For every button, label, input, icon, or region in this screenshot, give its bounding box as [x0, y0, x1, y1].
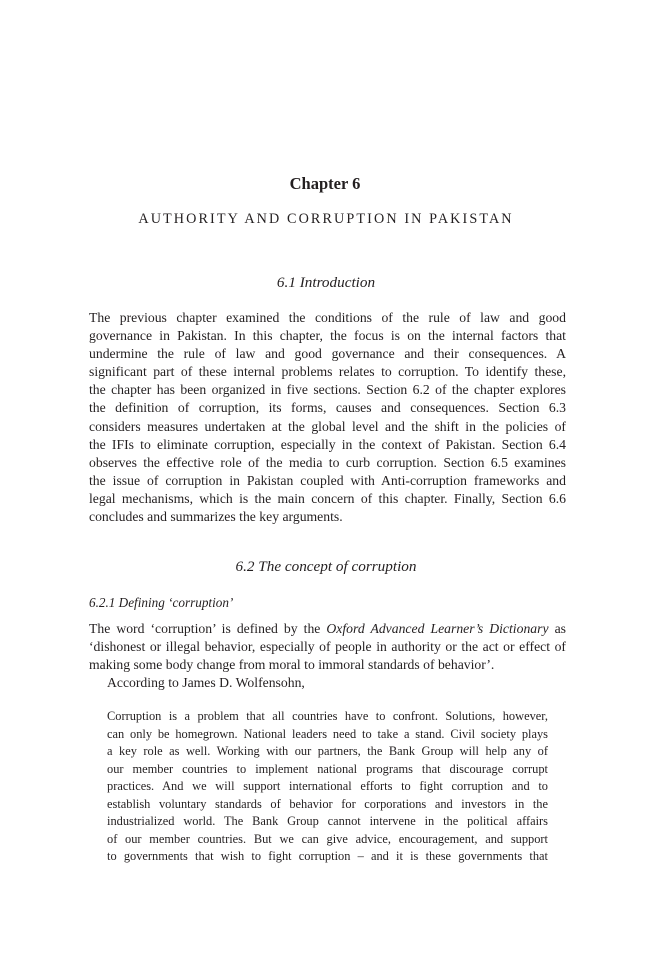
- paragraph-line: the chapter has been organized in five sections. Section 6.2 of the chapter explores: [89, 382, 566, 398]
- paragraph-line: the issue of corruption in Pakistan coupled with Anti-corruption frameworks and: [89, 472, 566, 488]
- paragraph-line: the IFIs to eliminate corruption, especially in the context of Pakistan. Section 6.4: [89, 436, 566, 452]
- paragraph-line: observes the effective role of the media to curb corruption. Section 6.5 examines: [89, 454, 566, 470]
- paragraph-line: concludes and summarizes the key arguments.: [89, 509, 343, 525]
- paragraph-line: The previous chapter examined the conditions of the rule of law and good: [89, 310, 566, 325]
- paragraph-line: the definition of corruption, its forms, causes and consequences. Section 6.3: [89, 400, 566, 416]
- quote-line: Corruption is a problem that all countries have to confront. Solutions, however,: [107, 709, 548, 723]
- quote-line: to governments that wish to fight corruption – and it is these governments that: [107, 849, 548, 863]
- paragraph-line: According to James D. Wolfensohn,: [107, 675, 305, 690]
- paragraph-line: governance in Pakistan. In this chapter, the focus is on the internal factors that: [89, 328, 566, 344]
- paragraph-line: undermine the rule of law and good governance and their consequences. A: [89, 346, 566, 362]
- paragraph-line: significant part of these internal problems relates to corruption. To identify these,: [89, 364, 566, 380]
- quote-line: a key role as well. Working with our partners, the Bank Group will help any of: [107, 744, 548, 758]
- quote-line: of our member countries. But we can give advice, encouragement, and support: [107, 831, 548, 846]
- attribution-line: [107, 674, 566, 692]
- block-quote: [107, 708, 548, 866]
- chapter-title: AUTHORITY AND CORRUPTION IN PAKISTAN: [138, 211, 514, 227]
- introduction-paragraph: [89, 309, 566, 526]
- dictionary-title: Oxford Advanced Learner’s Dictionary: [326, 621, 549, 636]
- text-run: The word ‘corruption’ is defined by the: [89, 621, 327, 636]
- paragraph-line: ‘dishonest or illegal behavior, especially of people in authority or the act or effect of: [89, 639, 566, 655]
- subsection-heading: 6.2.1 Defining ‘corruption’: [89, 595, 234, 610]
- quote-line: our member countries to implement national programs that discourage corrupt: [107, 761, 548, 776]
- paragraph-line: considers measures undertaken at the global level and the shift in the policies of: [89, 418, 566, 434]
- paragraph-line: making some body change from moral to immoral standards of behavior’.: [89, 657, 495, 673]
- section-heading-introduction: 6.1 Introduction: [276, 274, 376, 291]
- section-heading-concept: 6.2 The concept of corruption: [235, 558, 417, 575]
- quote-line: industrialized world. The Bank Group cannot intervene in the political affairs: [107, 814, 548, 828]
- quote-line: can only be homegrown. National leaders need to take a stand. Civil society plays: [107, 726, 548, 741]
- quote-line: establish voluntary standards of behavior for corporations and investors in the: [107, 796, 548, 811]
- text-run: as: [548, 621, 567, 636]
- quote-line: practices. And we will support international efforts to fight corruption and to: [107, 779, 548, 793]
- definition-paragraph: [89, 620, 566, 674]
- paragraph-line: legal mechanisms, which is the main concern of this chapter. Finally, Section 6.6: [89, 490, 566, 506]
- paragraph-line: [89, 620, 566, 638]
- chapter-number: Chapter 6: [289, 174, 361, 193]
